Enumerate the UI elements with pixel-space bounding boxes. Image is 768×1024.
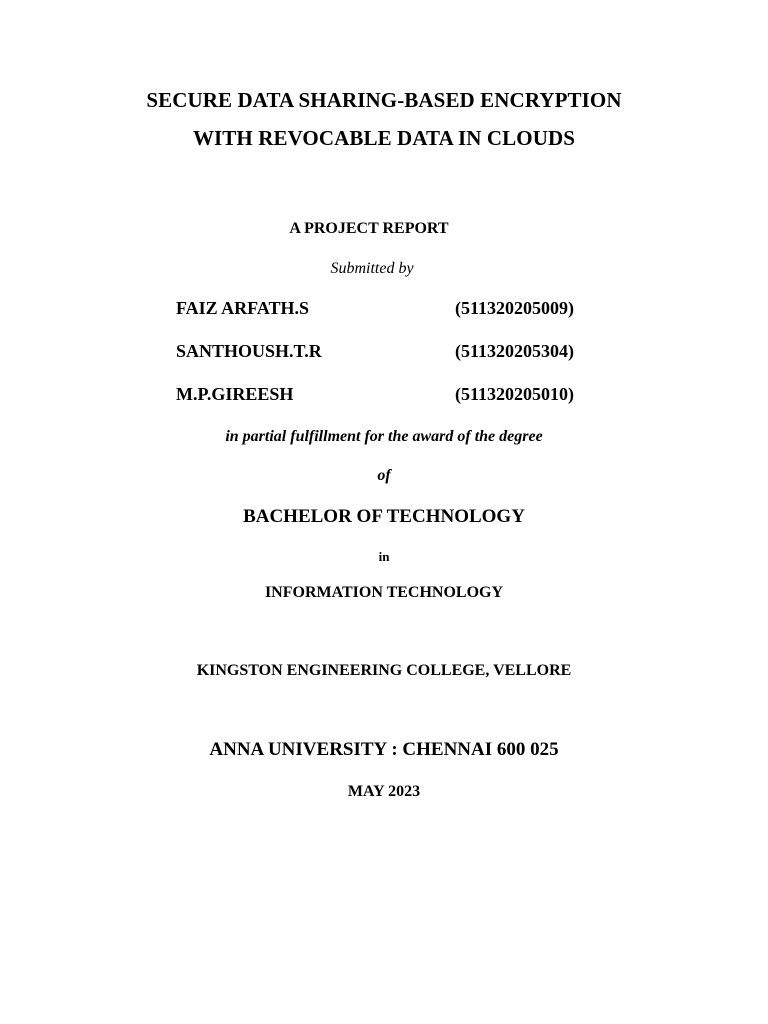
in-text: in — [378, 549, 390, 564]
title-line-2: WITH REVOCABLE DATA IN CLOUDS — [192, 126, 576, 150]
author-name: SANTHOUSH.T.R — [176, 341, 322, 361]
author-row — [176, 384, 616, 408]
report-type: A PROJECT REPORT — [289, 220, 449, 237]
title-line-1: SECURE DATA SHARING-BASED ENCRYPTION — [146, 88, 622, 112]
submission-date: MAY 2023 — [347, 783, 421, 800]
university-name: ANNA UNIVERSITY : CHENNAI 600 025 — [209, 739, 559, 760]
submitted-by: Submitted by — [330, 260, 414, 277]
author-register-number: (511320205304) — [455, 341, 574, 361]
author-name: M.P.GIREESH — [176, 384, 294, 404]
author-name: FAIZ ARFATH.S — [176, 298, 310, 318]
college-name: KINGSTON ENGINEERING COLLEGE, VELLORE — [196, 662, 572, 679]
author-register-number: (511320205010) — [455, 384, 574, 404]
fulfillment-text: in partial fulfillment for the award of the degree — [225, 428, 543, 445]
author-register-number: (511320205009) — [455, 298, 574, 318]
author-row — [176, 341, 616, 365]
of-text: of — [377, 467, 391, 484]
author-row — [176, 298, 616, 322]
degree: BACHELOR OF TECHNOLOGY — [243, 506, 525, 527]
branch: INFORMATION TECHNOLOGY — [264, 584, 504, 601]
